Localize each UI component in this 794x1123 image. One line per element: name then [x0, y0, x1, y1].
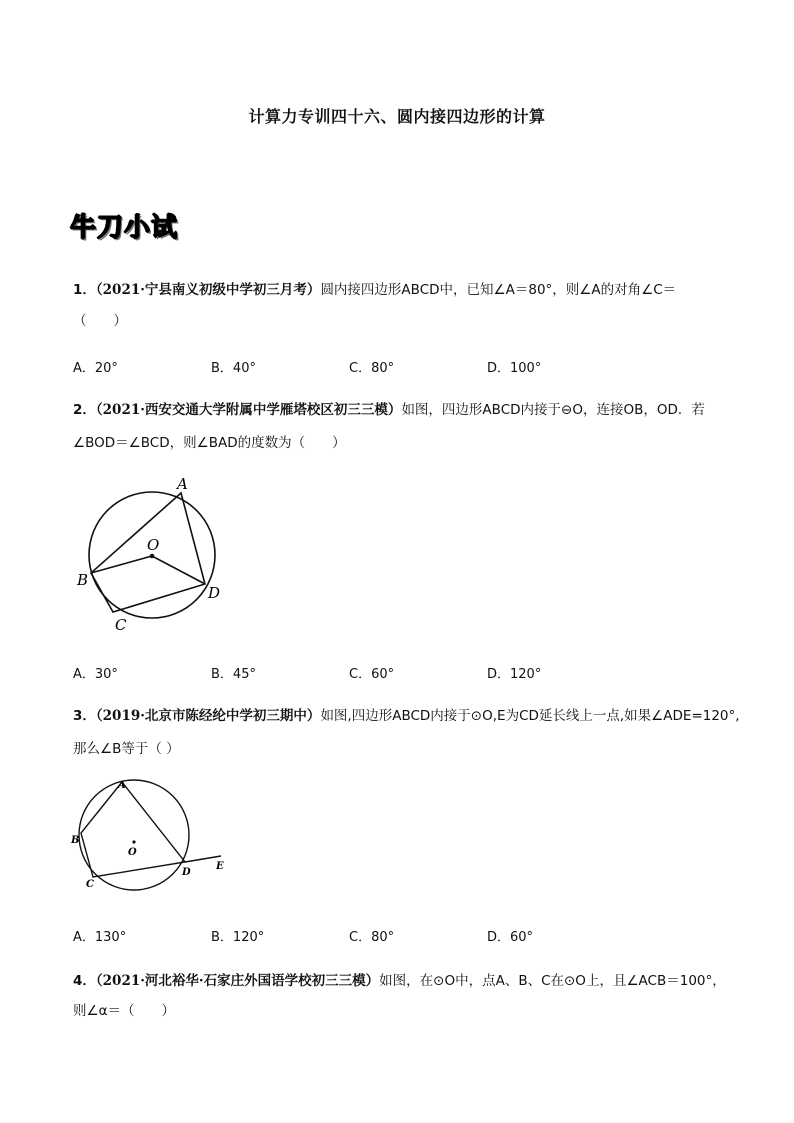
label-o: O — [147, 536, 160, 554]
option-a: A．30° — [73, 667, 118, 682]
label-a: A — [177, 475, 188, 493]
option-c: C．60° — [349, 667, 395, 682]
question-3-line-2: 那么∠B等于（ ） — [73, 741, 180, 757]
question-text: 如图,四边形ABCD内接于⊙O,E为CD延长线上一点,如果∠ADE=120°, — [320, 708, 740, 724]
center-dot — [132, 840, 135, 843]
option-c: C．80° — [349, 930, 395, 945]
question-number: 3． — [73, 708, 96, 724]
question-text: 如图，在⊙O中，点A、B、C在⊙O上，且∠ACB＝100°， — [379, 973, 726, 989]
option-b: B．120° — [211, 930, 265, 945]
question-1-line-1 — [73, 281, 676, 299]
label-d: D — [208, 584, 221, 602]
option-d: D．60° — [487, 930, 534, 945]
question-source: （2021·宁县南义初级中学初三月考） — [95, 282, 321, 298]
question-1-line-2: （ ） — [73, 313, 127, 329]
question-number: 2． — [73, 402, 96, 418]
question-2-line-2: ∠BOD＝∠BCD，则∠BAD的度数为（ ） — [73, 435, 346, 451]
question-4-line-1 — [73, 972, 726, 990]
option-d: D．100° — [487, 361, 542, 376]
option-c: C．80° — [349, 361, 395, 376]
label-b: B — [77, 571, 89, 589]
label-b: B — [71, 835, 80, 846]
label-c: C — [115, 616, 127, 634]
label-c: C — [86, 879, 94, 890]
question-2-figure — [72, 470, 242, 635]
option-b: B．45° — [211, 667, 256, 682]
section-heading: 牛刀小试 — [70, 213, 179, 243]
question-number: 1． — [73, 282, 96, 298]
quadrilateral-shape — [81, 782, 185, 877]
label-a: A — [118, 780, 126, 791]
label-d: D — [182, 867, 191, 878]
label-o: O — [128, 847, 137, 858]
question-3-figure — [68, 777, 233, 892]
question-source: （2021·河北裕华·石家庄外国语学校初三三模） — [95, 973, 380, 989]
question-2-line-1 — [73, 401, 705, 419]
question-4-line-2: 则∠α＝（ ） — [73, 1003, 176, 1019]
option-a: A．20° — [73, 361, 118, 376]
question-source: （2021·西安交通大学附属中学雁塔校区初三三模） — [95, 402, 402, 418]
question-number: 4． — [73, 973, 96, 989]
question-3-line-1 — [73, 707, 740, 725]
page-title: 计算力专训四十六、圆内接四边形的计算 — [248, 107, 546, 126]
radius-lines — [91, 556, 205, 584]
option-a: A．130° — [73, 930, 127, 945]
label-e: E — [216, 861, 224, 872]
option-d: D．120° — [487, 667, 542, 682]
center-dot — [150, 554, 155, 559]
question-text: 如图，四边形ABCD内接于⊖O，连接OB，OD．若 — [401, 402, 705, 418]
option-b: B．40° — [211, 361, 256, 376]
question-source: （2019·北京市陈经纶中学初三期中） — [95, 708, 321, 724]
question-text: 圆内接四边形ABCD中，已知∠A＝80°，则∠A的对角∠C＝ — [320, 282, 677, 298]
